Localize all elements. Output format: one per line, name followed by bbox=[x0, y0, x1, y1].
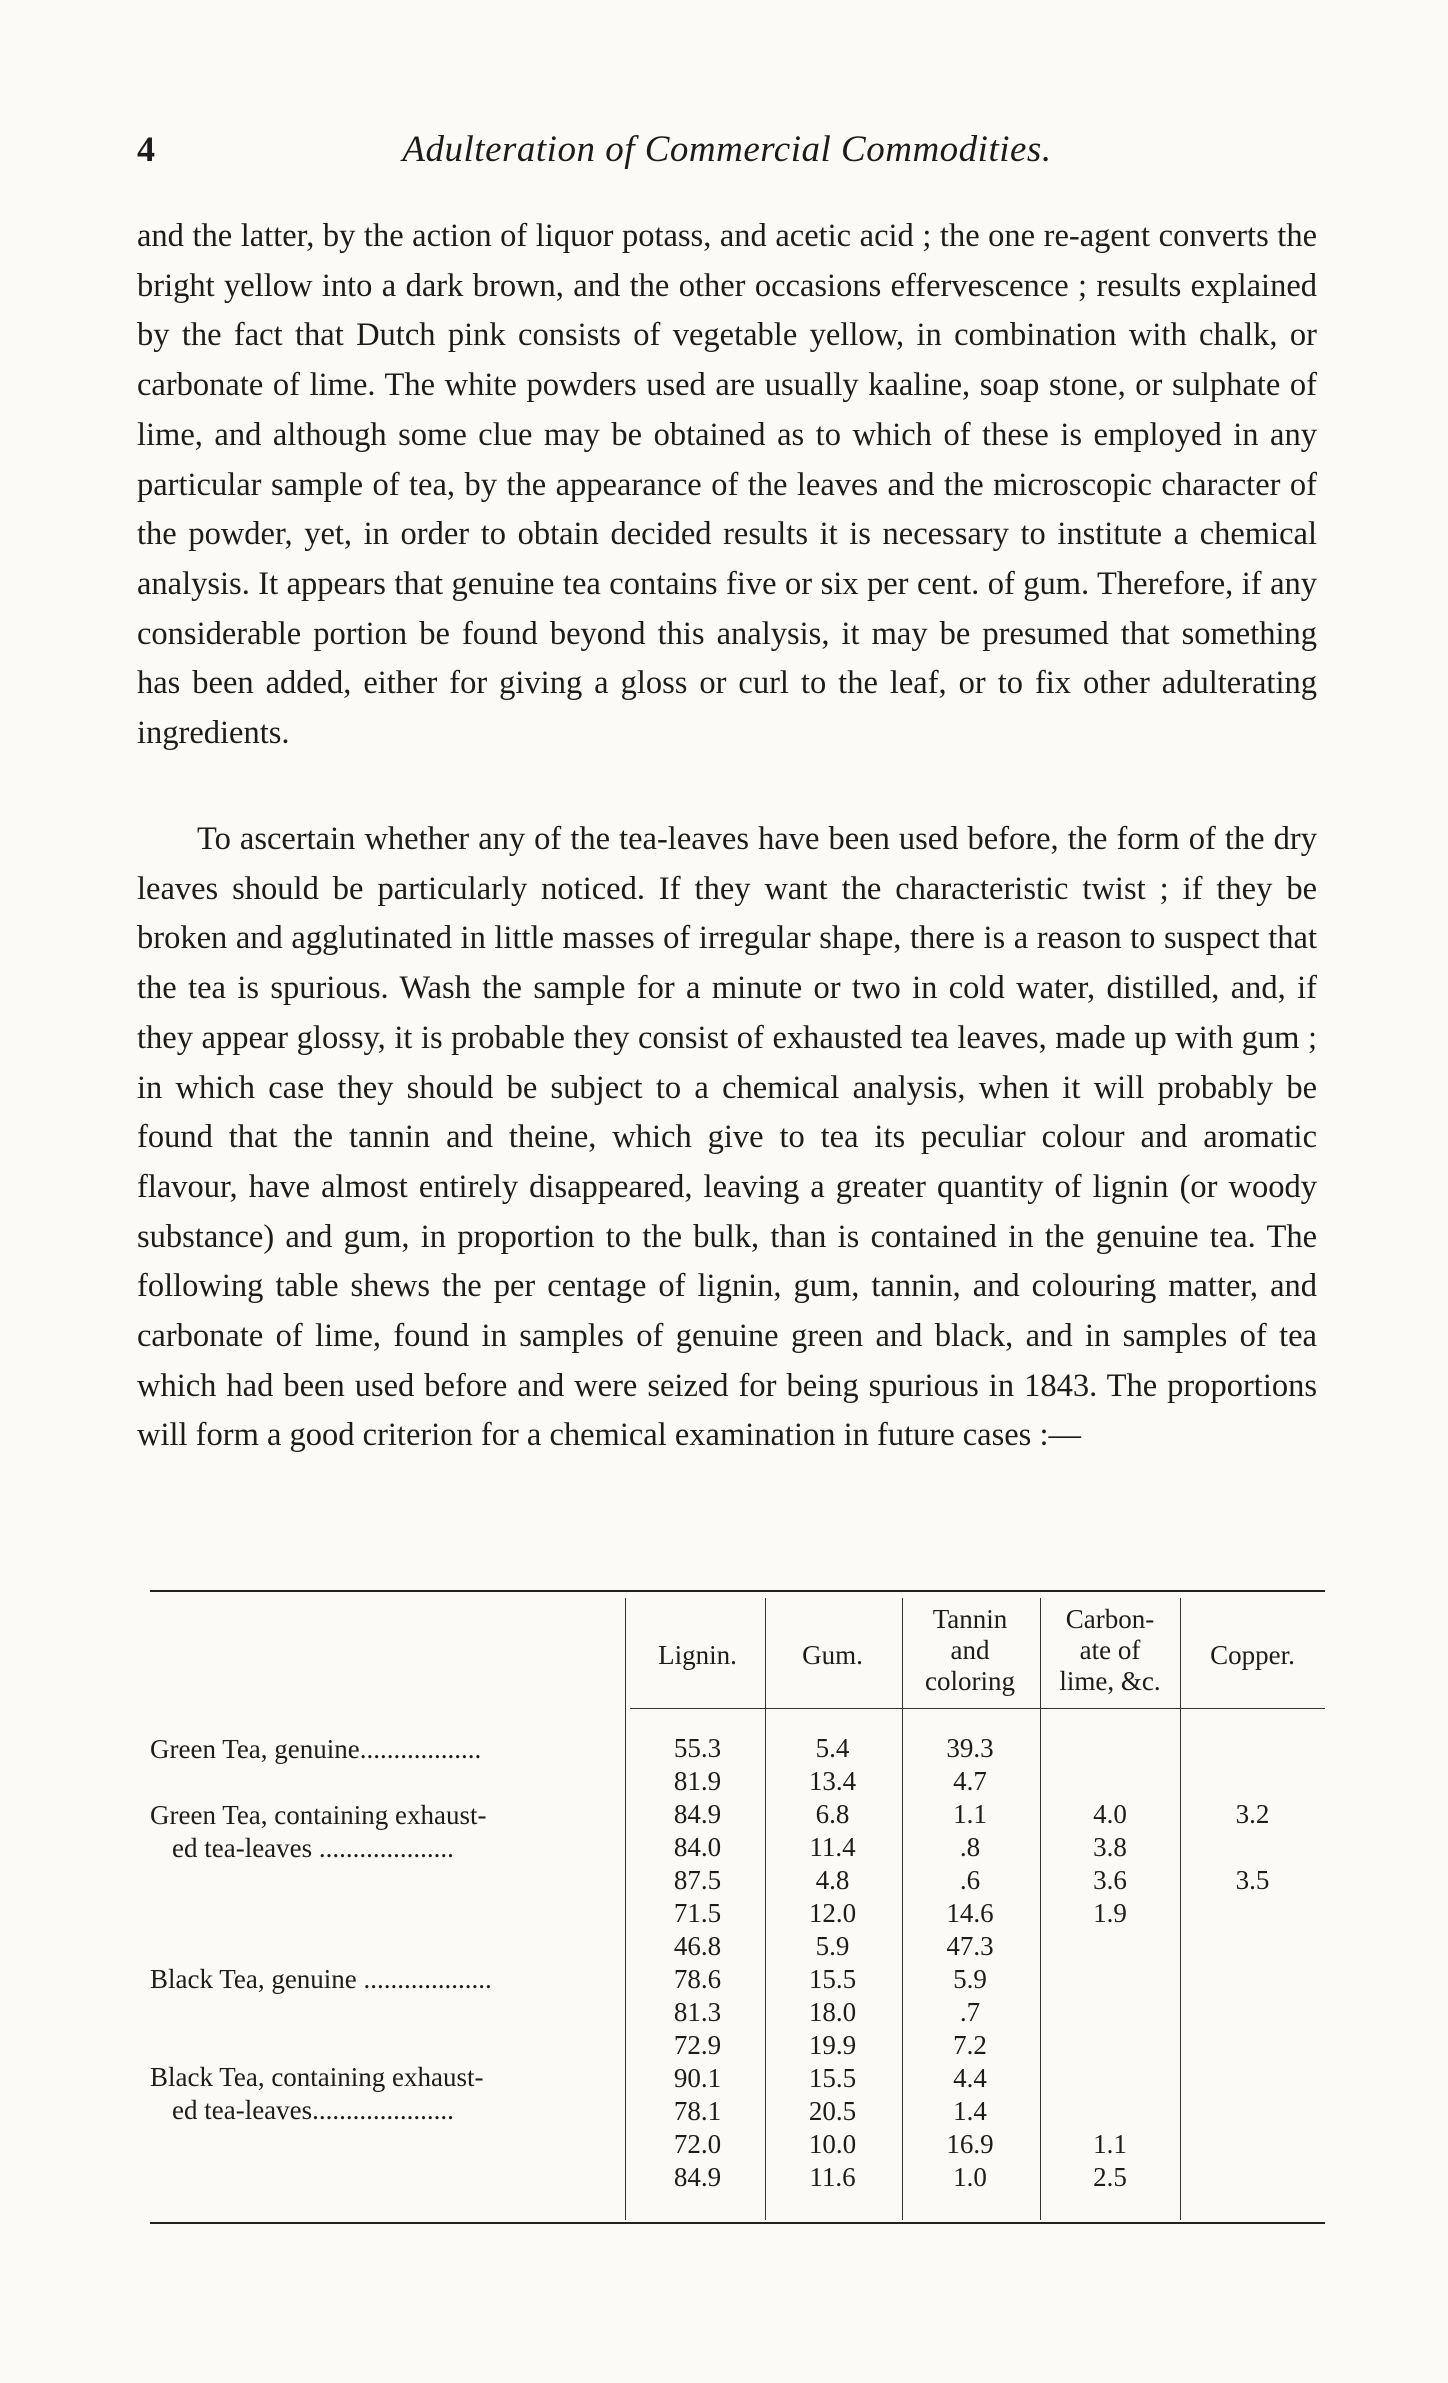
row-label-text: Black Tea, genuine ................... bbox=[150, 1964, 492, 1994]
cell-gum: 4.8 bbox=[815, 1865, 850, 1895]
row-label-text-line2: ed tea-leaves .................... bbox=[172, 1833, 454, 1863]
paragraph-1: and the latter, by the action of liquor potass, and acetic acid ; the one re-agent converts the bright yellow into a dark brown, and the other occasions effervescence ; results explained by the fact that Dutch pink consists of vegetable yellow, in combination with chalk, or carbonate of lime. The white powders used are usually kaaline, soap stone, or sulphate of lime, and although some clue may be obtained as to which of these is employed in any particular sample of tea, by the appearance of the leaves and the microscopic character of the powder, yet, in order to obtain decided results it is necessary to institute a chemical analysis. It appears that genuine tea contains five or six per cent. of gum. Therefore, if any considerable portion be found beyond this analysis, it may be presumed that something has been added, either for giving a gloss or curl to the leaf, or to fix other adulterating ingredients. bbox=[137, 218, 1317, 752]
cell-gum: 19.9 bbox=[808, 2030, 857, 2060]
cell-lignin: 71.5 bbox=[673, 1898, 722, 1928]
header-tannin-line3: coloring bbox=[925, 1666, 1015, 1696]
row-label-text: Green Tea, genuine.................. bbox=[150, 1734, 482, 1764]
cell-lignin: 81.3 bbox=[673, 1997, 722, 2027]
cell-gum: 20.5 bbox=[808, 2096, 857, 2126]
cell-tannin: 4.7 bbox=[953, 1766, 987, 1796]
cell-tannin: 5.9 bbox=[953, 1964, 987, 1994]
table-row bbox=[150, 1964, 1325, 1997]
cell-lignin: 55.3 bbox=[673, 1733, 722, 1763]
table-top-rule bbox=[150, 1590, 1325, 1592]
cell-tannin: 1.1 bbox=[953, 1799, 987, 1829]
cell-carbonate: 3.6 bbox=[1093, 1865, 1127, 1895]
cell-lignin: 84.9 bbox=[673, 1799, 722, 1829]
cell-gum: 5.4 bbox=[815, 1733, 850, 1763]
cell-tannin: 1.0 bbox=[953, 2162, 987, 2192]
cell-carbonate: 1.1 bbox=[1093, 2129, 1127, 2159]
running-title: Adulteration of Commercial Commodities. bbox=[402, 129, 1052, 170]
header-gum: Gum. bbox=[802, 1640, 863, 1670]
cell-gum: 5.9 bbox=[815, 1931, 850, 1961]
header-tannin bbox=[900, 1604, 1040, 1697]
table-row bbox=[150, 2129, 1325, 2162]
cell-tannin: 1.4 bbox=[953, 2096, 987, 2126]
cell-copper: 3.2 bbox=[1235, 1799, 1270, 1829]
header-carbonate-line3: lime, &c. bbox=[1059, 1666, 1161, 1696]
cell-lignin: 81.9 bbox=[673, 1766, 722, 1796]
cell-copper: 3.5 bbox=[1235, 1865, 1270, 1895]
table-row bbox=[150, 2063, 1325, 2096]
cell-lignin: 84.9 bbox=[673, 2162, 722, 2192]
cell-tannin: 39.3 bbox=[946, 1733, 994, 1763]
cell-gum: 10.0 bbox=[808, 2129, 857, 2159]
paragraph-1-container bbox=[137, 212, 1317, 759]
cell-lignin: 84.0 bbox=[673, 1832, 722, 1862]
cell-tannin: 14.6 bbox=[946, 1898, 994, 1928]
row-label-text: Green Tea, containing exhaust- bbox=[150, 1800, 487, 1830]
cell-carbonate: 2.5 bbox=[1093, 2162, 1127, 2192]
analysis-table bbox=[150, 1590, 1325, 2230]
header-underline bbox=[630, 1708, 1325, 1709]
table-row bbox=[150, 1865, 1325, 1898]
cell-tannin: 47.3 bbox=[946, 1931, 994, 1961]
page-header bbox=[137, 128, 1317, 188]
table-row bbox=[150, 2096, 1325, 2129]
table-row bbox=[150, 1766, 1325, 1799]
cell-gum: 6.8 bbox=[815, 1799, 850, 1829]
page-number: 4 bbox=[137, 129, 155, 169]
cell-tannin: 4.4 bbox=[953, 2063, 987, 2093]
cell-gum: 15.5 bbox=[808, 2063, 857, 2093]
cell-tannin: .7 bbox=[959, 1997, 981, 2027]
cell-gum: 18.0 bbox=[808, 1997, 857, 2027]
cell-gum: 13.4 bbox=[808, 1766, 857, 1796]
header-carbonate bbox=[1040, 1604, 1180, 1697]
paragraph-2-container bbox=[137, 815, 1317, 1461]
row-label-text: Black Tea, containing exhaust- bbox=[150, 2062, 484, 2092]
cell-tannin: 7.2 bbox=[953, 2030, 987, 2060]
paragraph-2: To ascertain whether any of the tea-leaves have been used before, the form of the dry leaves should be particularly noticed. If they want the characteristic twist ; if they be broken and agglutinated in little masses of irregular shape, there is a reason to suspect that the tea is spurious. Wash the sample for a minute or two in cold water, distilled, and, if they appear glossy, it is probable they consist of exhausted tea leaves, made up with gum ; in which case they should be subject to a chemical analysis, when it will probably be found that the tannin and theine, which give to tea its peculiar colour and aromatic flavour, have almost entirely disappeared, leaving a greater quantity of lignin (or woody substance) and gum, in proportion to the bulk, than is contained in the genuine tea. The following table shews the per centage of lignin, gum, tannin, and colouring matter, and carbonate of lime, found in samples of genuine green and black, and in samples of tea which had been used before and were seized for being spurious in 1843. The proportions will form a good criterion for a chemical examination in future cases :— bbox=[137, 821, 1317, 1454]
table-row bbox=[150, 1799, 1325, 1832]
cell-lignin: 46.8 bbox=[673, 1931, 722, 1961]
cell-lignin: 90.1 bbox=[673, 2063, 722, 2093]
table-bottom-rule bbox=[150, 2222, 1325, 2224]
cell-lignin: 78.6 bbox=[673, 1964, 722, 1994]
header-tannin-line1: Tannin bbox=[932, 1604, 1008, 1634]
header-carbonate-line2: ate of bbox=[1079, 1635, 1141, 1665]
header-carbonate-line1: Carbon- bbox=[1065, 1604, 1155, 1634]
cell-tannin: .6 bbox=[959, 1865, 981, 1895]
cell-carbonate: 3.8 bbox=[1093, 1832, 1127, 1862]
cell-carbonate: 1.9 bbox=[1093, 1898, 1127, 1928]
row-label-text-line2: ed tea-leaves..................... bbox=[172, 2095, 454, 2125]
header-lignin: Lignin. bbox=[658, 1640, 737, 1670]
table-row bbox=[150, 1931, 1325, 1964]
table-row bbox=[150, 1733, 1325, 1766]
cell-carbonate: 4.0 bbox=[1093, 1799, 1127, 1829]
cell-tannin: .8 bbox=[959, 1832, 981, 1862]
table-row bbox=[150, 2030, 1325, 2063]
cell-gum: 15.5 bbox=[808, 1964, 857, 1994]
cell-gum: 12.0 bbox=[808, 1898, 857, 1928]
table-row bbox=[150, 2162, 1325, 2195]
cell-lignin: 87.5 bbox=[673, 1865, 722, 1895]
table-row bbox=[150, 1832, 1325, 1865]
table-row bbox=[150, 1898, 1325, 1931]
header-copper: Copper. bbox=[1210, 1640, 1295, 1670]
header-tannin-line2: and bbox=[950, 1635, 990, 1665]
cell-gum: 11.6 bbox=[809, 2162, 856, 2192]
cell-lignin: 72.9 bbox=[673, 2030, 722, 2060]
table-row bbox=[150, 1997, 1325, 2030]
cell-gum: 11.4 bbox=[809, 1832, 856, 1862]
cell-lignin: 72.0 bbox=[673, 2129, 722, 2159]
cell-lignin: 78.1 bbox=[673, 2096, 722, 2126]
cell-tannin: 16.9 bbox=[946, 2129, 994, 2159]
